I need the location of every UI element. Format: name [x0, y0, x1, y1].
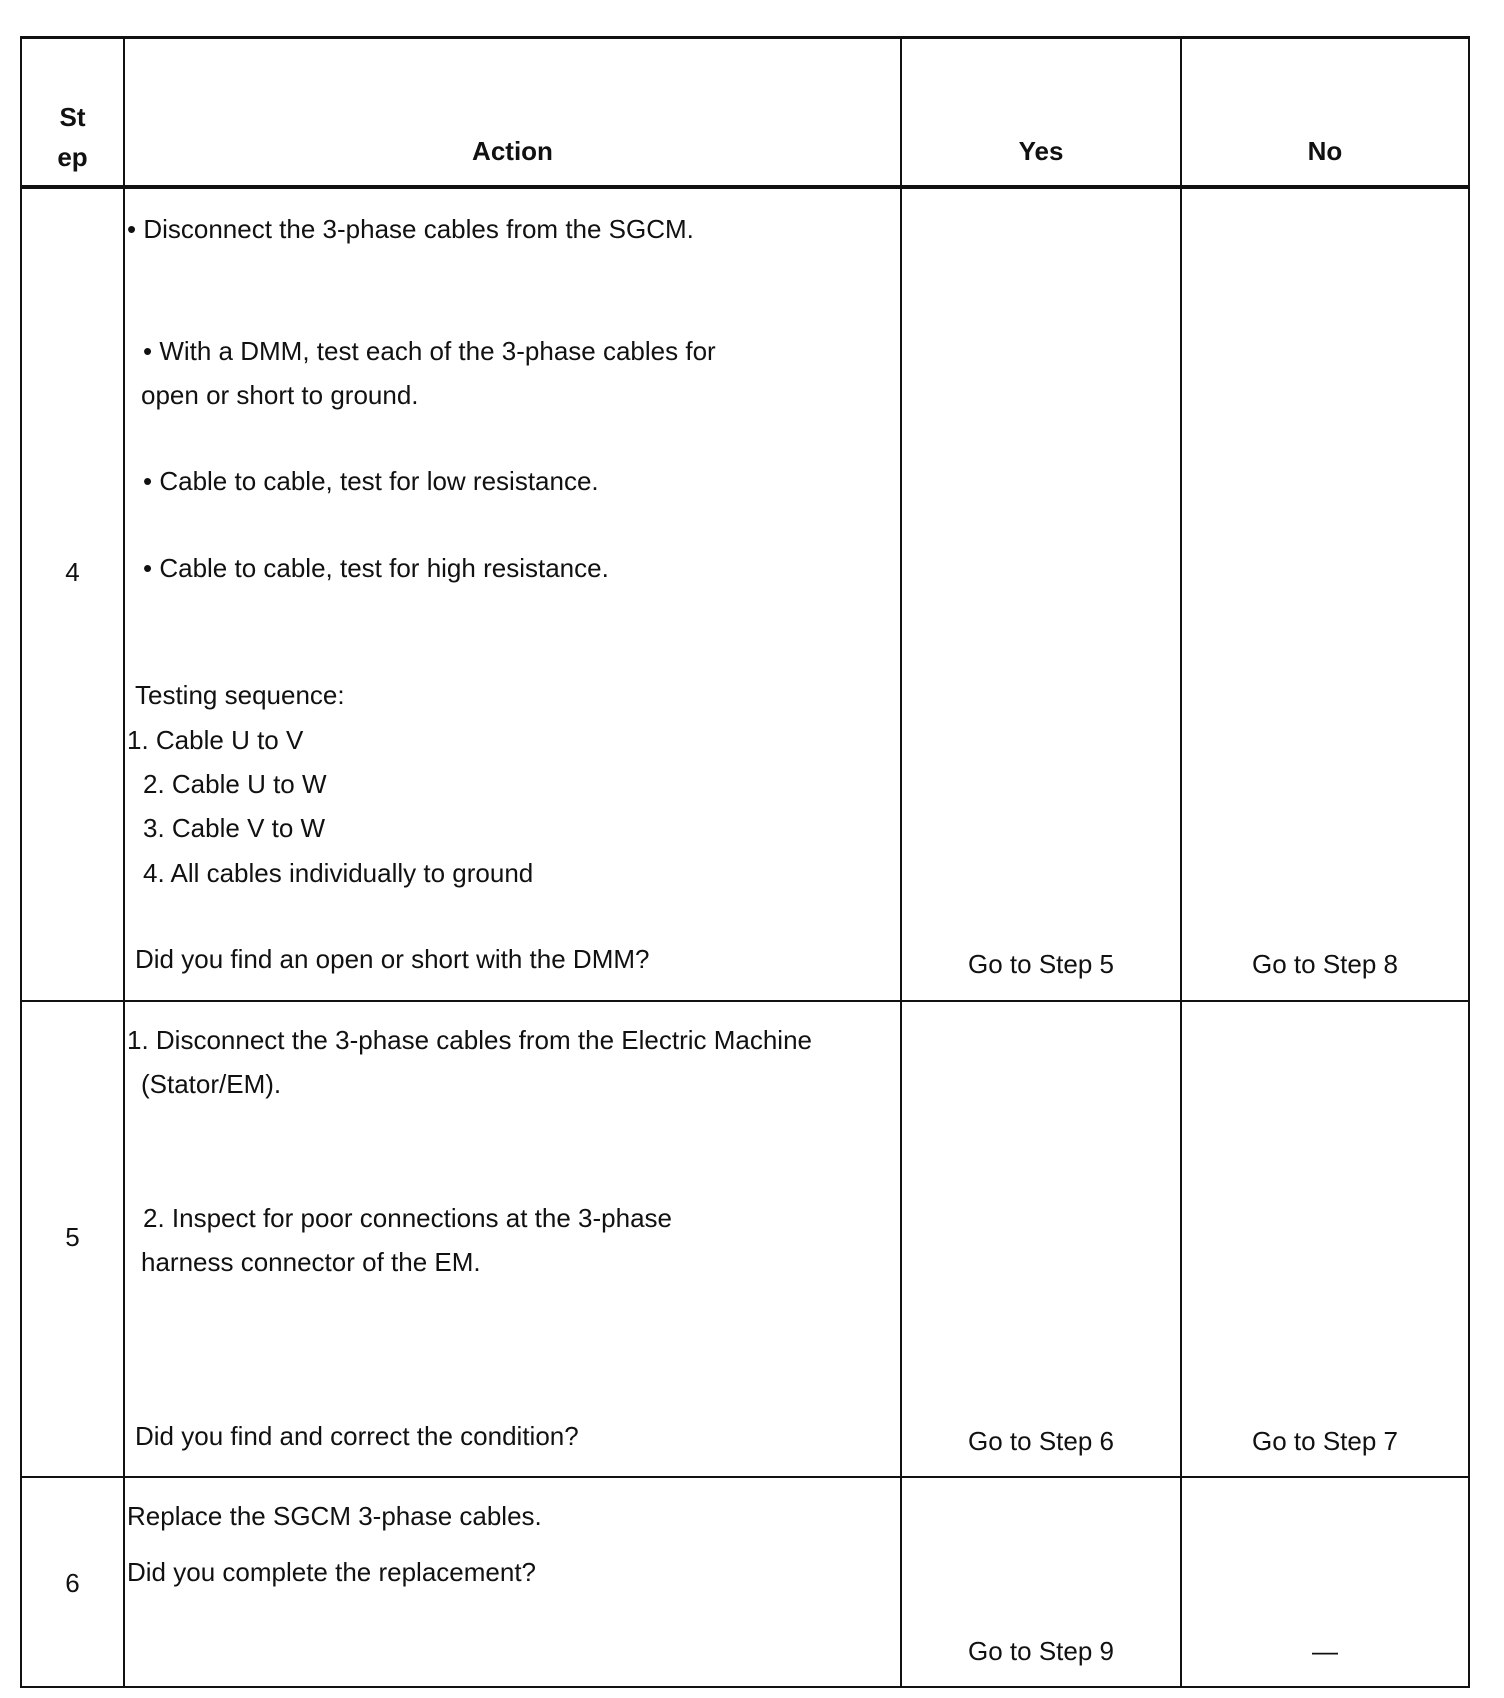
action-bullet: • Cable to cable, test for low resistance.: [143, 466, 599, 496]
yes-cell: [901, 1477, 1181, 1687]
action-item: 1. Disconnect the 3-phase cables from the Electric Machine: [127, 1025, 813, 1055]
table-header-row: [21, 38, 1469, 188]
table-row-step-5: [21, 1001, 1469, 1477]
table-row-step-6: [21, 1477, 1469, 1687]
step-number: 4: [65, 557, 80, 587]
yes-result: Go to Step 5: [968, 949, 1114, 979]
step-cell: [21, 1477, 124, 1687]
yes-cell: [901, 187, 1181, 1001]
header-step: [21, 38, 124, 188]
yes-cell: [901, 1001, 1181, 1477]
no-result: Go to Step 8: [1252, 949, 1398, 979]
sequence-item: 4. All cables individually to ground: [143, 858, 534, 888]
action-cell: [124, 1477, 901, 1687]
no-cell: [1181, 1001, 1469, 1477]
action-item-continued: (Stator/EM).: [141, 1069, 282, 1099]
header-no-label: No: [1307, 136, 1343, 166]
testing-sequence-title: Testing sequence:: [135, 680, 345, 710]
table-row-step-4: [21, 187, 1469, 1001]
action-question: Did you complete the replacement?: [127, 1557, 537, 1587]
action-cell: [124, 187, 901, 1001]
action-cell: [124, 1001, 901, 1477]
no-cell: [1181, 187, 1469, 1001]
yes-result: Go to Step 6: [968, 1426, 1114, 1456]
step-number: 6: [65, 1568, 80, 1598]
step-cell: [21, 187, 124, 1001]
action-item-continued: harness connector of the EM.: [141, 1247, 481, 1277]
no-cell: [1181, 1477, 1469, 1687]
step-cell: [21, 1001, 124, 1477]
no-result: —: [1312, 1636, 1338, 1666]
yes-result: Go to Step 9: [968, 1636, 1114, 1666]
action-instruction: Replace the SGCM 3-phase cables.: [127, 1501, 542, 1531]
header-no: [1181, 38, 1469, 188]
action-question: Did you find an open or short with the DMM?: [135, 944, 650, 974]
action-bullet: • Cable to cable, test for high resistance.: [143, 553, 609, 583]
diagnostic-table: [20, 36, 1470, 1688]
header-yes: [901, 38, 1181, 188]
header-step-line2: ep: [57, 142, 88, 172]
header-action: [124, 38, 901, 188]
action-item: 2. Inspect for poor connections at the 3-phase: [143, 1203, 673, 1233]
sequence-item: 1. Cable U to V: [127, 725, 304, 755]
action-question: Did you find and correct the condition?: [135, 1421, 579, 1451]
action-bullet: • Disconnect the 3-phase cables from the SGCM.: [127, 214, 694, 244]
step-number: 5: [65, 1222, 80, 1252]
sequence-item: 3. Cable V to W: [143, 813, 326, 843]
header-yes-label: Yes: [1018, 136, 1064, 166]
header-step-line1: St: [59, 102, 86, 132]
action-bullet-continued: open or short to ground.: [141, 380, 419, 410]
action-bullet: • With a DMM, test each of the 3-phase cables for: [143, 336, 716, 366]
no-result: Go to Step 7: [1252, 1426, 1398, 1456]
header-action-label: Action: [472, 136, 553, 166]
sequence-item: 2. Cable U to W: [143, 769, 327, 799]
